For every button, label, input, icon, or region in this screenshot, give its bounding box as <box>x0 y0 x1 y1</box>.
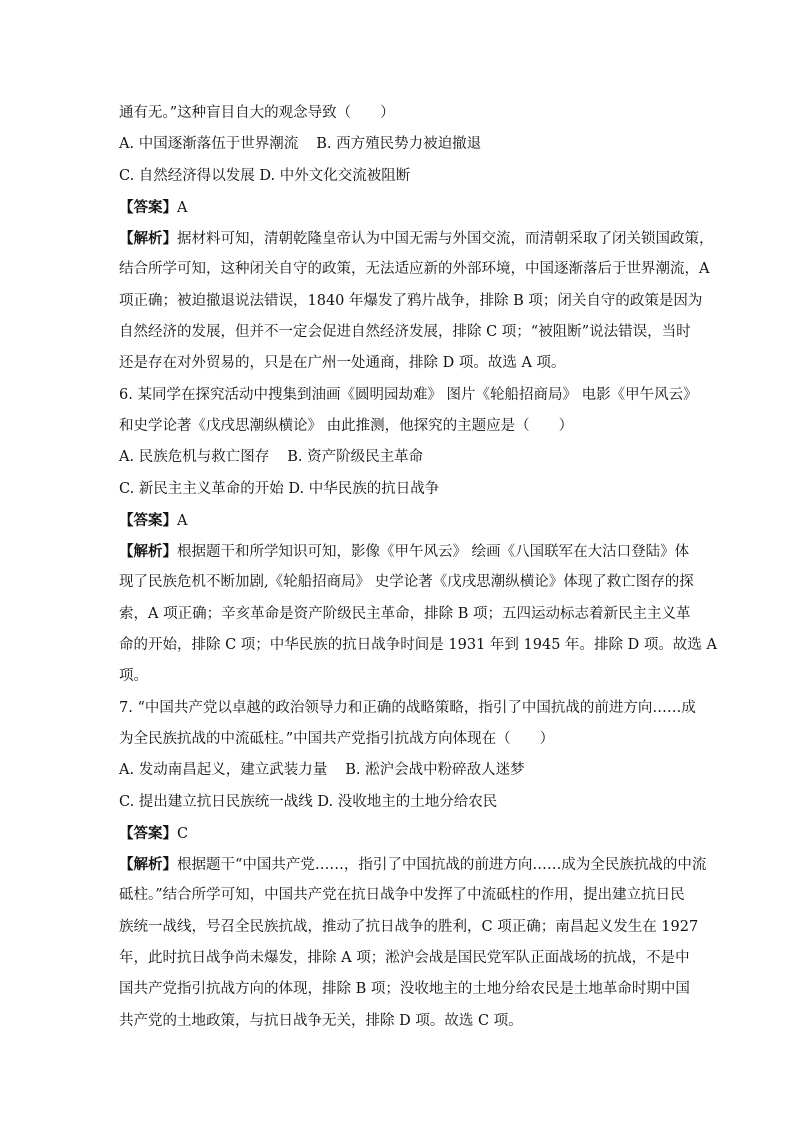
q5-analysis-line-2: 结合所学可知，这种闭关自守的政策，无法适应新的外部环境，中国逐渐落后于世界潮流，A <box>119 261 710 278</box>
q6-options-cd <box>119 474 679 505</box>
q6-option-c: C. 新民主主义革命的开始 <box>119 480 284 497</box>
q5-answer <box>119 192 679 223</box>
q5-analysis-line-3: 项正确；被迫撤退说法错误，1840 年爆发了鸦片战争，排除 B 项；闭关自守的政策是因为 <box>119 292 703 309</box>
document-content <box>119 98 717 1037</box>
q6-analysis-tag: 【解析】 <box>119 543 177 561</box>
q7-analysis-line-5: 国共产党指引抗战方向的体现，排除 B 项；没收地主的土地分给农民是土地革命时期中国 <box>119 981 690 998</box>
q5-option-c: C. 自然经济得以发展 <box>119 167 255 184</box>
q5-option-a: A. 中国逐渐落伍于世界潮流 <box>119 136 299 153</box>
q6-analysis-line-3: 索，A 项正确；辛亥革命是资产阶级民主革命，排除 B 项；五四运动标志着新民主主义革 <box>119 605 691 622</box>
q7-option-c: C. 提出建立抗日民族统一战线 <box>119 793 313 810</box>
q7-answer <box>119 818 679 849</box>
q6-answer-value: A <box>177 512 188 529</box>
q7-analysis-text: 根据题干“中国共产党……，指引了中国抗战的前进方向……成为全民族抗战的中流 <box>177 857 707 874</box>
q6-answer <box>119 505 679 536</box>
q6-analysis-line-1 <box>119 536 690 567</box>
q5-options-ab <box>119 129 679 160</box>
q6-analysis-line-5: 项。 <box>119 668 148 685</box>
q6-option-b: B. 资产阶级民主革命 <box>287 449 424 466</box>
q6-option-a: A. 民族危机与救亡图存 <box>119 449 270 466</box>
q7-options-cd <box>119 787 679 818</box>
q5-analysis-line-5: 还是存在对外贸易的，只是在广州一处通商，排除 D 项。故选 A 项。 <box>119 355 566 372</box>
q7-option-b: B. 淞沪会战中粉碎敌人迷梦 <box>345 762 525 779</box>
q7-stem-line-2: 为全民族抗战的中流砥柱。”中国共产党指引抗战方向体现在（ ） <box>119 730 555 747</box>
q7-analysis-line-3: 族统一战线，号召全民族抗战，推动了抗日战争的胜利，C 项正确；南昌起义发生在 1927 <box>119 918 699 935</box>
q6-analysis-line-4: 命的开始，排除 C 项；中华民族的抗日战争时间是 1931 年到 1945 年。排除 D 项。故选 A <box>119 637 717 654</box>
q7-analysis-line-6: 共产党的土地政策，与抗日战争无关，排除 D 项。故选 C 项。 <box>119 1012 523 1029</box>
q7-analysis-line-2: 砥柱。”结合所学可知，中国共产党在抗日战争中发挥了中流砥柱的作用，提出建立抗日民 <box>119 887 685 904</box>
q6-analysis-line-2: 现了民族危机不断加剧,《轮船招商局》 史学论著《戊戌思潮纵横论》体现了救亡图存的探 <box>119 574 694 591</box>
q7-options-ab <box>119 755 679 786</box>
q5-analysis-tag: 【解析】 <box>119 230 177 248</box>
q6-option-d: D. 中华民族的抗日战争 <box>288 480 440 497</box>
q5-analysis-line-4: 自然经济的发展，但并不一定会促进自然经济发展，排除 C 项；“被阻断”说法错误，当时 <box>119 324 691 341</box>
q5-answer-value: A <box>177 199 188 216</box>
q5-option-d: D. 中外文化交流被阻断 <box>259 167 411 184</box>
q6-stem-line-1: 6. 某同学在探究活动中搜集到油画《圆明园劫难》 图片《轮船招商局》 电影《甲午风云》 <box>119 386 698 403</box>
q7-answer-value: C <box>177 825 189 842</box>
q6-answer-tag: 【答案】 <box>119 511 177 529</box>
q5-stem-tail: 通有无。”这种盲目自大的观念导致（ ） <box>119 105 395 121</box>
q7-option-d: D. 没收地主的土地分给农民 <box>317 793 498 810</box>
q6-analysis-text: 根据题干和所学知识可知，影像《甲午风云》 绘画《八国联军在大沽口登陆》体 <box>177 544 690 561</box>
q5-option-b: B. 西方殖民势力被迫撤退 <box>316 136 482 153</box>
q6-stem-line-2: 和史学论著《戊戌思潮纵横论》 由此推测，他探究的主题应是（ ） <box>119 417 574 434</box>
q5-options-cd <box>119 161 679 192</box>
q7-stem-line-1: 7. “中国共产党以卓越的政治领导力和正确的战略策略，指引了中国抗战的前进方向……成 <box>119 699 696 716</box>
q7-analysis-tag: 【解析】 <box>119 856 177 874</box>
q5-analysis-text: 据材料可知，清朝乾隆皇帝认为中国无需与外国交流，而清朝采取了闭关锁国政策， <box>177 231 714 248</box>
q5-analysis-line-1 <box>119 223 714 254</box>
q7-analysis-line-1 <box>119 849 707 880</box>
q7-answer-tag: 【答案】 <box>119 824 177 842</box>
q7-analysis-line-4: 年，此时抗日战争尚未爆发，排除 A 项；淞沪会战是国民党军队正面战场的抗战，不是中 <box>119 950 690 967</box>
q7-option-a: A. 发动南昌起义，建立武装力量 <box>119 762 328 779</box>
q5-answer-tag: 【答案】 <box>119 198 177 216</box>
q6-options-ab <box>119 442 679 473</box>
